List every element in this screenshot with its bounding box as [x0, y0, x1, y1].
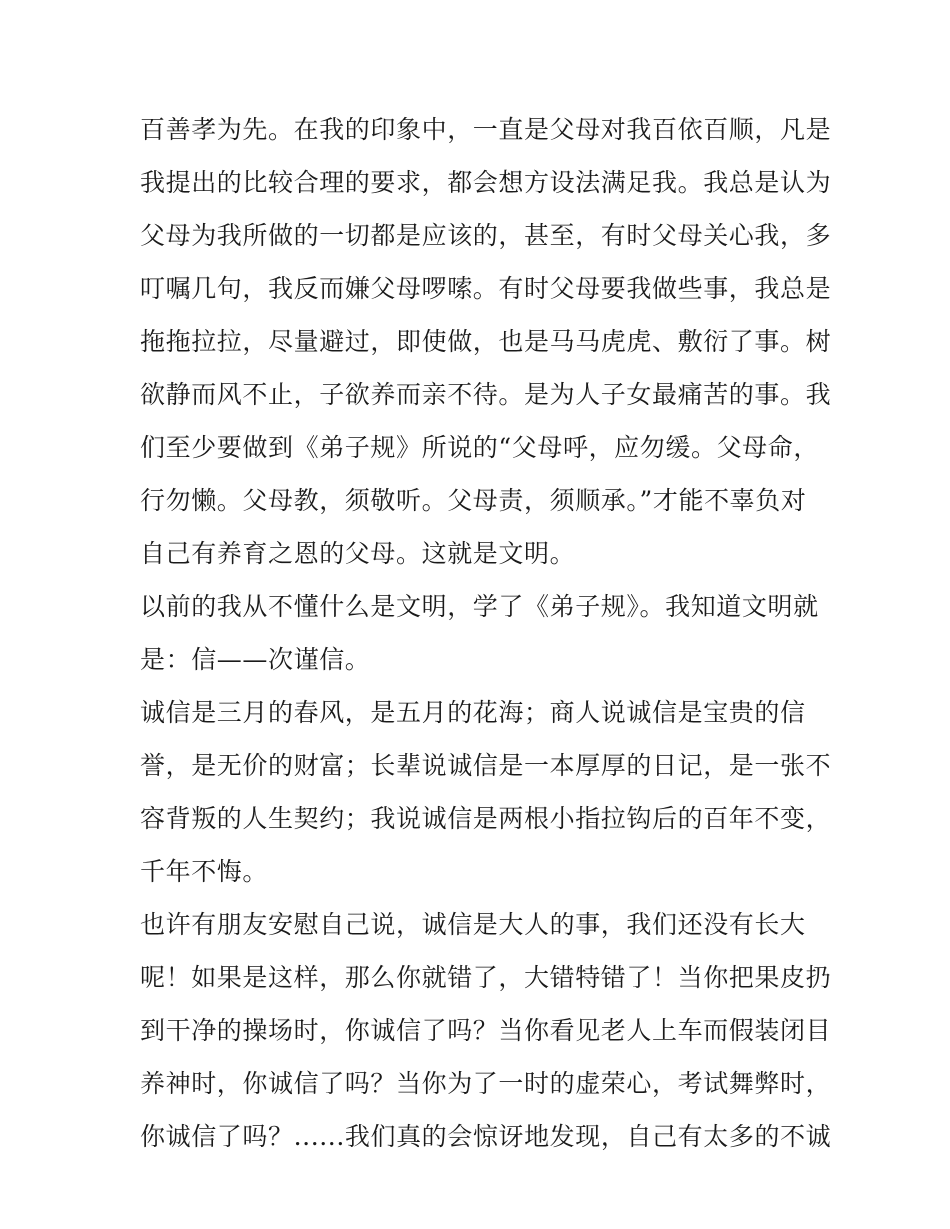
text-line: 拖拖拉拉，尽量避过，即使做，也是马马虎虎、敷衍了事。树 [140, 327, 832, 356]
text-line: 们至少要做到《弟子规》所说的“父母呼，应勿缓。父母命， [140, 433, 819, 462]
text-line: 我提出的比较合理的要求，都会想方设法满足我。我总是认为 [140, 168, 832, 197]
document-page [140, 108, 832, 1168]
text-line: 呢！如果是这样，那么你就错了，大错特错了！当你把果皮扔 [140, 963, 832, 992]
text-line: 以前的我从不懂什么是文明，学了《弟子规》。我知道文明就 [140, 592, 819, 621]
paragraph [140, 585, 820, 682]
text-line: 千年不悔。 [140, 857, 269, 886]
text-line: 容背叛的人生契约；我说诚信是两根小指拉钩后的百年不变， [140, 804, 832, 833]
text-line: 诚信是三月的春风，是五月的花海；商人说诚信是宝贵的信 [140, 698, 806, 727]
text-line: 到干净的操场时，你诚信了吗？当你看见老人上车而假装闭目 [140, 1016, 832, 1045]
text-line: 也许有朋友安慰自己说，诚信是大人的事，我们还没有长大 [140, 910, 806, 939]
paragraph [140, 903, 832, 1159]
text-line: 誉，是无价的财富；长辈说诚信是一本厚厚的日记，是一张不 [140, 751, 832, 780]
paragraph [140, 108, 832, 576]
text-line: 行勿懒。父母教，须敬听。父母责，须顺承。”才能不辜负对 [140, 486, 807, 515]
text-line: 是：信——次谨信。 [140, 645, 371, 674]
text-line: 欲静而风不止，子欲养而亲不待。是为人子女最痛苦的事。我 [140, 380, 832, 409]
paragraph [140, 691, 832, 894]
text-line: 养神时，你诚信了吗？当你为了一时的虚荣心，考试舞弊时， [140, 1069, 832, 1098]
text-line: 叮嘱几句，我反而嫌父母啰嗦。有时父母要我做些事，我总是 [140, 274, 832, 303]
text-line: 自己有养育之恩的父母。这就是文明。 [140, 539, 576, 568]
text-line: 你诚信了吗？......我们真的会惊讶地发现，自己有太多的不诚 [140, 1122, 832, 1151]
text-line: 百善孝为先。在我的印象中，一直是父母对我百依百顺，凡是 [140, 115, 832, 144]
text-line: 父母为我所做的一切都是应该的，甚至，有时父母关心我，多 [140, 221, 832, 250]
